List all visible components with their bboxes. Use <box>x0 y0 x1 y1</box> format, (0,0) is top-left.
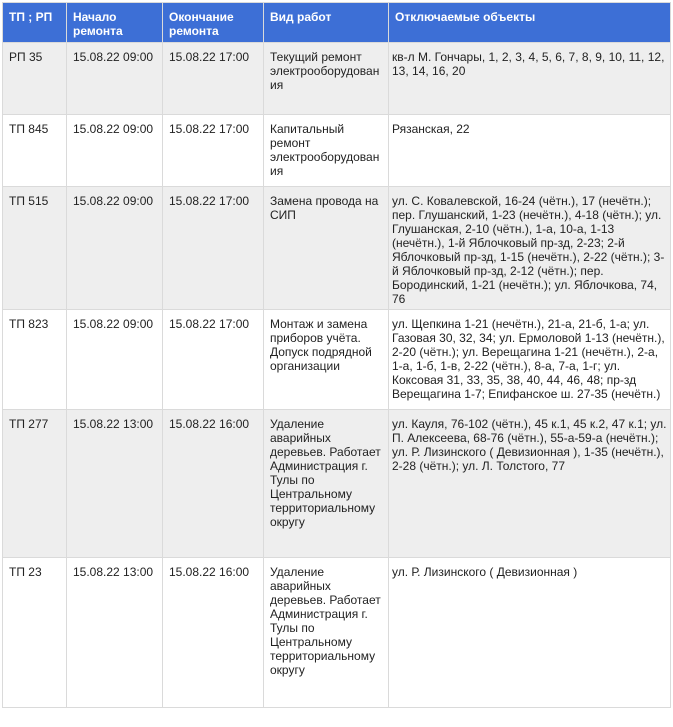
cell-substation: ТП 23 <box>3 558 67 708</box>
header-substation: ТП ; РП <box>3 3 67 43</box>
cell-start: 15.08.22 09:00 <box>67 310 163 410</box>
cell-start: 15.08.22 13:00 <box>67 558 163 708</box>
cell-substation: ТП 845 <box>3 115 67 187</box>
cell-start: 15.08.22 13:00 <box>67 410 163 558</box>
table-row <box>3 187 671 310</box>
cell-substation: ТП 277 <box>3 410 67 558</box>
table-body <box>3 43 671 708</box>
header-start: Начало ремонта <box>67 3 163 43</box>
cell-end: 15.08.22 16:00 <box>163 410 264 558</box>
cell-substation: ТП 823 <box>3 310 67 410</box>
cell-objects: ул. С. Ковалевской, 16-24 (чётн.), 17 (нечётн.); пер. Глушанский, 1-23 (нечётн.), 4-18 (чётн.); ул. Глушанская, 2-10 (чётн.), 1-а, 10-а, 1-13 (нечётн.), 1-й Яблочковый пр-зд, 2-23; 2-й Яблочковый пр-зд, 1-15 (нечётн.), 2-22 (чётн.); 3-й Яблочковый пр-зд, 2-12 (чётн.); пер. Бородинский, 1-21 (нечётн.); ул. Яблочкова, 74, 76 <box>389 187 671 310</box>
cell-work-type: Удаление аварийных деревьев. Работает Администрация г. Тулы по Центральному территориальному округу <box>264 558 389 708</box>
cell-objects: кв-л М. Гончары, 1, 2, 3, 4, 5, 6, 7, 8, 9, 10, 11, 12, 13, 14, 16, 20 <box>389 43 671 115</box>
table-row <box>3 558 671 708</box>
table-row <box>3 410 671 558</box>
cell-substation: РП 35 <box>3 43 67 115</box>
header-row <box>3 3 671 43</box>
table-header <box>3 3 671 43</box>
cell-start: 15.08.22 09:00 <box>67 43 163 115</box>
header-end: Окончание ремонта <box>163 3 264 43</box>
cell-end: 15.08.22 17:00 <box>163 310 264 410</box>
header-objects: Отключаемые объекты <box>389 3 671 43</box>
cell-work-type: Удаление аварийных деревьев. Работает Администрация г. Тулы по Центральному территориальному округу <box>264 410 389 558</box>
cell-objects: ул. Щепкина 1-21 (нечётн.), 21-а, 21-б, 1-а; ул. Газовая 30, 32, 34; ул. Ермоловой 1-13 (нечётн.), 2-20 (чётн.); ул. Верещагина 1-21 (нечётн.), 2-а, 1-а, 1-б, 1-в, 2-22 (чётн.), 8-а, 7-а, 1-г; ул. Коксовая 31, 33, 35, 38, 40, 44, 46, 48; пр-зд Верещагина 1-7; Епифанское ш. 27-35 (нечётн.) <box>389 310 671 410</box>
cell-start: 15.08.22 09:00 <box>67 115 163 187</box>
cell-end: 15.08.22 17:00 <box>163 43 264 115</box>
cell-start: 15.08.22 09:00 <box>67 187 163 310</box>
cell-objects: ул. Р. Лизинского ( Девизионная ) <box>389 558 671 708</box>
cell-work-type: Капитальный ремонт электрооборудования <box>264 115 389 187</box>
cell-work-type: Монтаж и замена приборов учёта. Допуск подрядной организации <box>264 310 389 410</box>
table-row <box>3 310 671 410</box>
cell-work-type: Замена провода на СИП <box>264 187 389 310</box>
cell-objects: Рязанская, 22 <box>389 115 671 187</box>
cell-end: 15.08.22 16:00 <box>163 558 264 708</box>
header-work-type: Вид работ <box>264 3 389 43</box>
outage-table <box>2 2 671 708</box>
cell-work-type: Текущий ремонт электрооборудования <box>264 43 389 115</box>
table-row <box>3 115 671 187</box>
cell-end: 15.08.22 17:00 <box>163 187 264 310</box>
table-row <box>3 43 671 115</box>
cell-objects: ул. Кауля, 76-102 (чётн.), 45 к.1, 45 к.2, 47 к.1; ул. П. Алексеева, 68-76 (чётн.), 55-а-59-а (нечётн.); ул. Р. Лизинского ( Девизионная ), 1-35 (нечётн.), 2-28 (чётн.); ул. Л. Толстого, 77 <box>389 410 671 558</box>
cell-end: 15.08.22 17:00 <box>163 115 264 187</box>
cell-substation: ТП 515 <box>3 187 67 310</box>
